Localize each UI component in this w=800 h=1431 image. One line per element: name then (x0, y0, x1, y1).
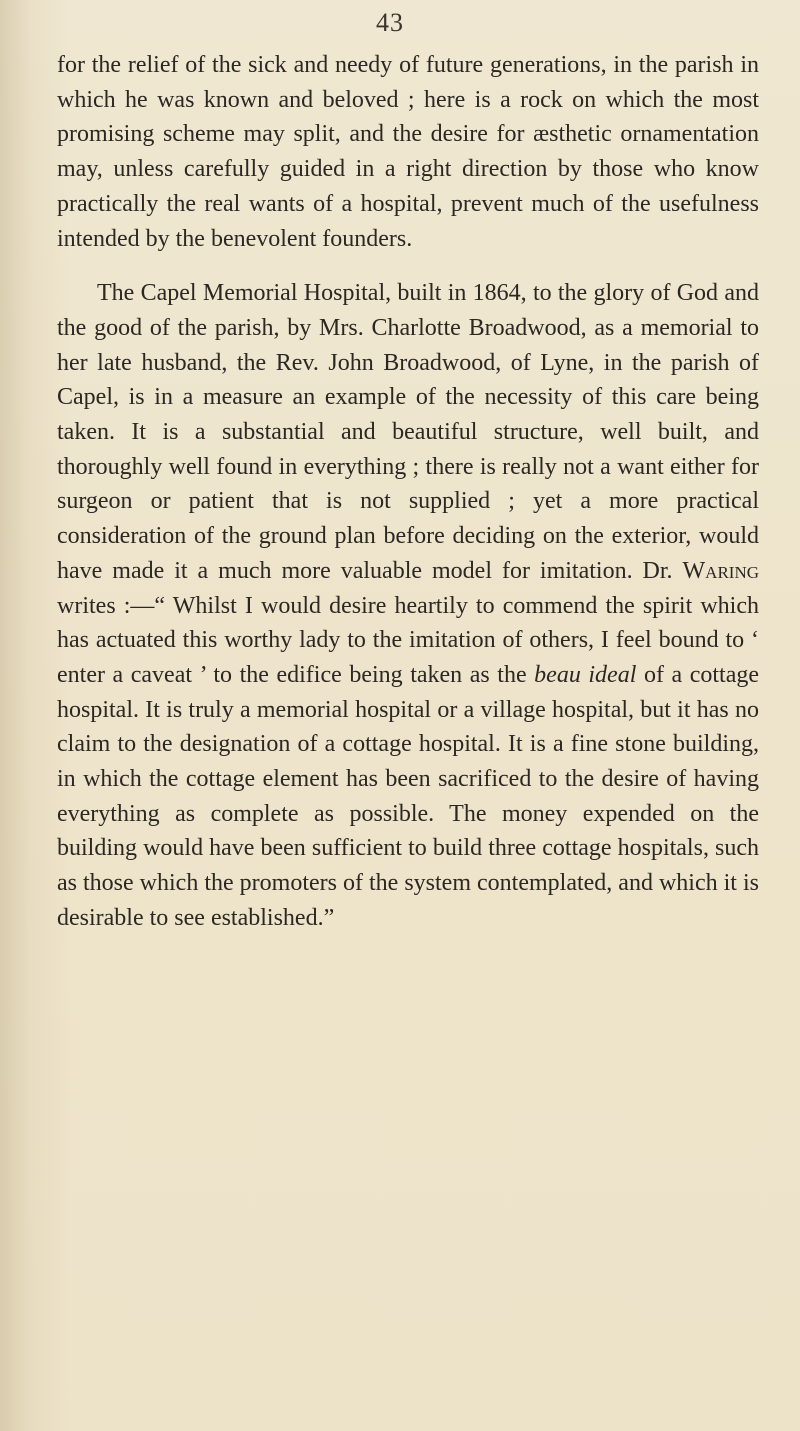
italic-beau-ideal: beau ideal (534, 661, 637, 688)
paragraph-2-text-c: of a cottage hospital. It is truly a memorial hospital or a village hospital, but it has no claim to the designation of a cottage hospital. It is a fine stone building, in which the cottage element has been sacrificed to the desire of having everything as complete as possible. The money expended on the building would have been sufficient to build three cottage hospitals, such as those which the promoters of the system contemplated, and which it is desirable to see established.” (57, 661, 759, 931)
paragraph-1-text: for the relief of the sick and needy of future generations, in the parish in which he was known and beloved ; here is a rock on which the most promising scheme may split, and the desire for æsthetic ornamentation may, unless carefully guided in a right direction by those who know practically the real wants of a hospital, prevent much of the usefulness intended by the benevolent founders. (57, 52, 759, 252)
paragraph-2 (57, 276, 759, 935)
paragraph-2-text-b: writes :—“ Whilst I would desire heartily to commend the spirit which has actuated this worthy lady to the imitation of others, I feel bound to ‘ enter a caveat ’ to the edifice being taken as the (57, 592, 759, 688)
author-name-waring: Waring (682, 557, 759, 584)
body-text (57, 48, 759, 936)
paragraph-2-text-a: The Capel Memorial Hospital, built in 1864, to the glory of God and the good of the parish, by Mrs. Charlotte Broadwood, as a memorial to her late husband, the Rev. John Broadwood, of Lyne, in the parish of Capel, is in a measure an example of the necessity of this care being taken. It is a substantial and beautiful structure, well built, and thoroughly well found in everything ; there is really not a want either for surgeon or patient that is not supplied ; yet a more practical consideration of the ground plan before deciding on the exterior, would have made it a much more valuable model for imitation. Dr. (57, 280, 759, 584)
paragraph-1 (57, 48, 759, 256)
page-number: 43 (376, 8, 404, 37)
